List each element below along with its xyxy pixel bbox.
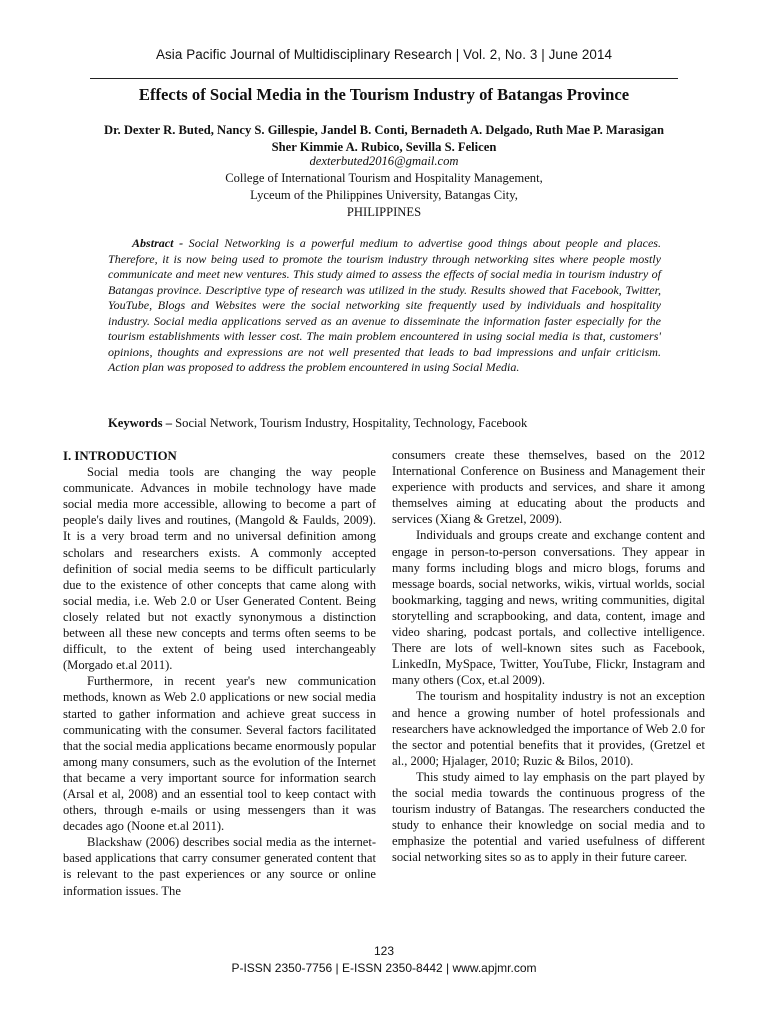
issn-footer: P-ISSN 2350-7756 | E-ISSN 2350-8442 | www.apjmr.com (231, 961, 537, 975)
keywords-text: Social Network, Tourism Industry, Hospitality, Technology, Facebook (172, 416, 528, 430)
page-number: 123 (373, 944, 395, 958)
paragraph: consumers create these themselves, based on the 2012 International Conference on Business and Management their experience with products and services, and share it among themselves aiming at educating about the products and services (Xiang & Gretzel, 2009). (392, 448, 705, 527)
paragraph: Social media tools are changing the way people communicate. Advances in mobile technology have made social media more accessible, allowing to become a part of people's daily lives and routines, (Mangold & Faulds, 2009). It is a very broad term and no universal definition among scholars and researchers exists. A commonly accepted definition of social media seems to be difficult particularly due to the existence of other concepts that came along with social media, i.e. Web 2.0 or User Generated Content. Being closely related but not exactly synonymous a distinction between all these new concepts and terms often seems to be difficult, to the extent of being used interchangeably (Morgado et.al 2011). (63, 465, 376, 673)
keywords (108, 416, 668, 431)
keywords-label: Keywords – (108, 416, 173, 430)
paragraph: The tourism and hospitality industry is not an exception and hence a growing number of hotel professionals and researchers have acknowledged the importance of Web 2.0 for the sector and potential benefits that it provides, (Gretzel et al., 2000; Hjalager, 2010; Ruzic & Bilos, 2010). (392, 689, 705, 768)
paragraph: This study aimed to lay emphasis on the part played by the social media towards the continuous progress of the tourism industry of Batangas. The researchers conducted the study to enhance their knowledge on social media and to emphasize the potential and varied usefulness of different social networking sites so as to apply in their future career. (392, 769, 705, 865)
author-email: dexterbuted2016@gmail.com (309, 154, 459, 168)
affiliation (0, 170, 768, 221)
abstract-label: Abstract - (132, 236, 189, 250)
authors-line-1: Dr. Dexter R. Buted, Nancy S. Gillespie, Jandel B. Conti, Bernadeth A. Delgado, Ruth Mae P. Marasigan (104, 123, 664, 137)
paper-title: Effects of Social Media in the Tourism Industry of Batangas Province (138, 85, 630, 104)
affiliation-line-1: College of International Tourism and Hospitality Management, (225, 171, 543, 185)
authors-line-2: Sher Kimmie A. Rubico, Sevilla S. Felicen (271, 140, 497, 154)
abstract (108, 236, 661, 376)
affiliation-line-3: PHILIPPINES (346, 205, 422, 219)
body-column-left (63, 448, 376, 899)
affiliation-line-2: Lyceum of the Philippines University, Batangas City, (250, 188, 518, 202)
paragraph: Blackshaw (2006) describes social media as the internet-based applications that carry consumer generated content that is relevant to the past experiences or any source or online information issues. The (63, 835, 376, 898)
paragraph: Furthermore, in recent year's new communication methods, known as Web 2.0 applications or new social media started to gather information and achieve great success in communicating with the consumer. Several factors facilitated that the social media applications became enormously popular among many consumers, such as the evolution of the Internet that became a very important source for information search (Arsal et al, 2008) and an essential tool to keep contact with others, through e-mails or using messengers than it was decades ago (Noone et.al 2011). (63, 674, 376, 834)
journal-header: Asia Pacific Journal of Multidisciplinary Research | Vol. 2, No. 3 | June 2014 (155, 47, 613, 62)
body-column-right (392, 447, 705, 865)
section-heading: I. INTRODUCTION (63, 449, 177, 463)
author-list (40, 122, 728, 156)
header-divider (90, 78, 678, 79)
abstract-text: Social Networking is a powerful medium to advertise good things about people and places. Therefore, it is now being used to promote the tourism industry through networking sites where people mostly communicate and meet new ventures. This study aimed to assess the effects of social media in tourism industry of Batangas province. Descriptive type of research was utilized in the study. Results showed that Facebook, Twitter, YouTube, Blogs and Websites were the social networking site frequently used by individuals and hospitality industry. Social media applications served as an avenue to disseminate the information faster especially for the tourism establishments with lesser cost. The main problem encountered in using social media is that, customers' opinions, thoughts and expressions are not well presented that leads to bad impressions and unfair criticism. Action plan was proposed to address the problem encountered in using Social Media. (108, 236, 661, 374)
paragraph: Individuals and groups create and exchange content and engage in person-to-person conversations. They appear in many forms including blogs and micro blogs, forums and message boards, social networks, wikis, virtual worlds, social bookmarking, tagging and news, writing communities, digital storytelling and scrapbooking, and data, content, image and video sharing, podcast portals, and collective intelligence. There are lots of well-known sites such as Facebook, LinkedIn, MySpace, Twitter, YouTube, Flickr, Instagram and many others (Cox, et.al 2009). (392, 528, 705, 688)
